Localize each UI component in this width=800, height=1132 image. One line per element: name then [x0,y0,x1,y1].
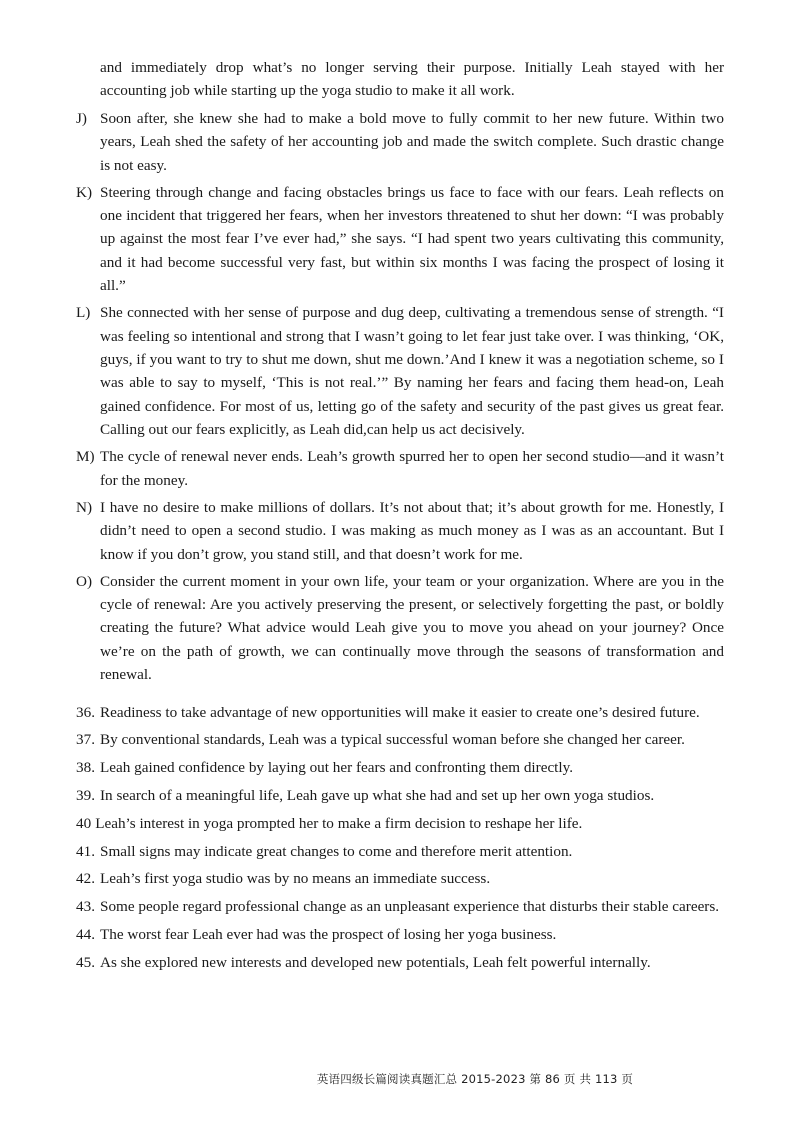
question-number: 38. [76,759,95,777]
paragraph-label: K) [76,183,93,201]
paragraph-o [76,570,724,687]
document-page [76,56,724,979]
question-text: Small signs may indicate great changes to come and therefore merit attention. [100,842,573,860]
paragraph-text: Soon after, she knew she had to make a bold move to fully commit to her new future. Within two years, Leah shed the safety of her accounting job and made the switch complete. Such drastic change is not easy. [100,109,724,174]
paragraph-label: J) [76,109,87,127]
paragraph-text: Consider the current moment in your own life, your team or your organization. Where are you in the cycle of renewal: Are you actively preserving the present, or selectively forgetting the past, or boldly creating the future? What advice would Leah give you to move you ahead on your journey? Once we’re on the path of growth, we can continually move through the seasons of transformation and renewal. [100,572,724,684]
question-list [76,701,724,975]
question-item [76,923,724,946]
paragraph-label: N) [76,498,93,516]
question-item [76,701,724,724]
question-text: Leah’s first yoga studio was by no means an immediate success. [100,870,491,888]
question-item [76,756,724,779]
question-item [76,812,724,835]
question-item [76,951,724,974]
paragraph-m [76,445,724,492]
paragraph-k [76,181,724,298]
question-text: Leah’s interest in yoga prompted her to make a firm decision to reshape her life. [95,814,583,832]
paragraph-label: O) [76,572,93,590]
question-text: Readiness to take advantage of new opportunities will make it easier to create one’s desired future. [100,703,700,721]
question-item [76,895,724,918]
question-text: Some people regard professional change as an unpleasant experience that disturbs their stable careers. [100,898,720,916]
question-number: 39. [76,786,95,804]
question-item [76,840,724,863]
paragraph-continuation: and immediately drop what’s no longer serving their purpose. Initially Leah stayed with her accounting job while starting up the yoga studio to make it all work. [100,59,724,100]
page-footer: 英语四级长篇阅读真题汇总 2015-2023 第 86 页 共 113 页 [316,1072,634,1086]
question-item [76,728,724,751]
question-number: 45. [76,953,95,971]
paragraph-l [76,301,724,441]
question-item [76,867,724,890]
question-text: As she explored new interests and developed new potentials, Leah felt powerful internally. [100,953,651,971]
question-number: 44. [76,925,95,943]
question-item [76,784,724,807]
question-number: 37. [76,731,95,749]
paragraph-text: The cycle of renewal never ends. Leah’s growth spurred her to open her second studio—and it wasn’t for the money. [100,448,724,489]
question-text: The worst fear Leah ever had was the prospect of losing her yoga business. [100,925,557,943]
paragraph-text: I have no desire to make millions of dollars. It’s not about that; it’s about growth for me. Honestly, I didn’t need to open a second studio. I was making as much money as I was as an accountant. But I know if you don’t grow, you stand still, and that doesn’t work for me. [100,498,724,563]
paragraph-text: Steering through change and facing obstacles brings us face to face with our fears. Leah reflects on one incident that triggered her fears, when her investors threatened to shut her down: “I was probably up against the most fear I’ve ever had,” she says. “I had spent two years cultivating this community, and it had become successful very fast, but within six months I was facing the prospect of losing it all.” [100,183,724,295]
question-number: 43. [76,898,95,916]
paragraph-j [76,107,724,177]
question-text: In search of a meaningful life, Leah gave up what she had and set up her own yoga studios. [100,786,655,804]
question-text: Leah gained confidence by laying out her fears and confronting them directly. [100,759,574,777]
question-number: 41. [76,842,95,860]
question-number: 36. [76,703,95,721]
paragraph-label: M) [76,448,95,466]
paragraph-text: She connected with her sense of purpose and dug deep, cultivating a tremendous sense of strength. “I was feeling so intentional and strong that I wasn’t going to let fear just take over. I was thinking, ‘OK, guys, if you want to try to shut me down, shut me down.’And I knew it was a negotiation scheme, so I was able to say to myself, ‘This is not real.’” By naming her fears and facing them head-on, Leah gained confidence. For most of us, letting go of the safety and security of the past gives us great fear. Calling out our fears explicitly, as Leah did,can help us act decisively. [100,304,724,439]
question-text: By conventional standards, Leah was a typical successful woman before she changed her career. [100,731,685,749]
question-number: 42. [76,870,95,888]
question-number: 40 [76,814,92,832]
paragraph-label: L) [76,304,91,322]
paragraph-n [76,496,724,566]
